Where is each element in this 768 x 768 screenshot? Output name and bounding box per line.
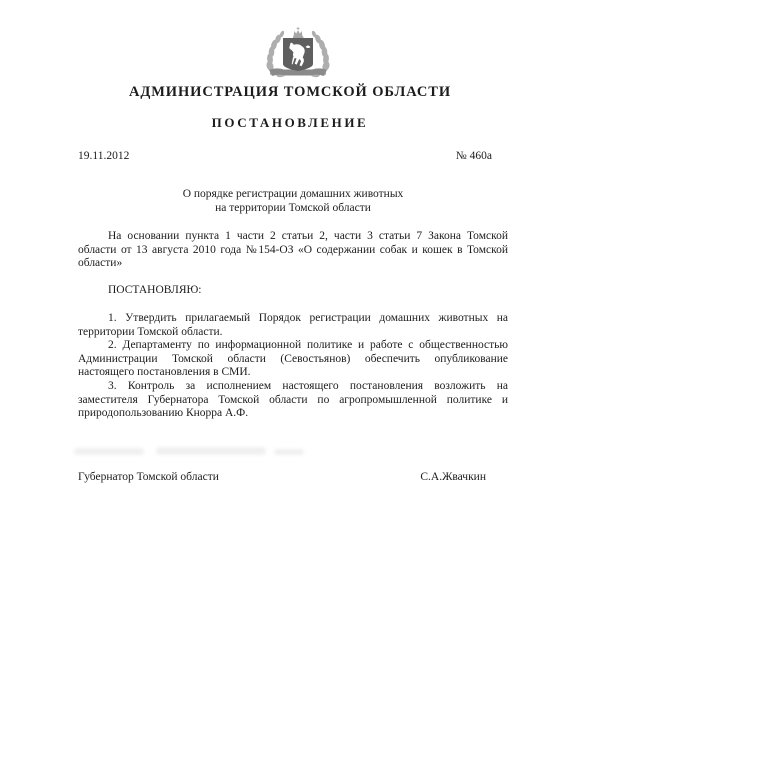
doc-title-line2: на территории Томской области — [215, 201, 371, 214]
signature-position: Губернатор Томской области — [78, 471, 219, 483]
doc-type-heading: ПОСТАНОВЛЕНИЕ — [211, 115, 369, 130]
resolution-item-2: 2. Департаменту по информационной политике и работе с общественностью Администрации Томской области (Севостьянов) обеспечить опубликование настоящего постановления в СМИ. — [78, 339, 508, 379]
org-name: АДМИНИСТРАЦИЯ ТОМСКОЙ ОБЛАСТИ — [128, 84, 452, 100]
signature-name: С.А.Жвачкин — [420, 471, 486, 483]
tomsk-oblast-coat-of-arms-icon — [256, 26, 340, 84]
doc-title-line1: О порядке регистрации домашних животных — [182, 188, 404, 200]
doc-title — [78, 188, 508, 215]
resolve-word: ПОСТАНОВЛЯЮ: — [108, 284, 202, 296]
scan-artifact — [70, 442, 310, 458]
emblem-crown — [293, 27, 303, 38]
resolution-item-1: 1. Утвердить прилагаемый Порядок регистрации домашних животных на территории Томской области. — [78, 312, 508, 338]
doc-date: 19.11.2012 — [78, 150, 130, 162]
doc-meta-row — [78, 150, 508, 162]
doc-number: № 460а — [455, 150, 492, 162]
preamble-paragraph: На основании пункта 1 части 2 статьи 2, части 3 статьи 7 Закона Томской области от 13 августа 2010 года №154-ОЗ «О содержании собак и кошек в Томской области» — [78, 230, 508, 270]
resolution-items — [78, 312, 508, 421]
signature-row — [78, 471, 508, 483]
resolution-item-3: 3. Контроль за исполнением настоящего постановления возложить на заместителя Губернатора Томской области по агропромышленной политике и природопользованию Кнорра А.Ф. — [78, 379, 508, 420]
